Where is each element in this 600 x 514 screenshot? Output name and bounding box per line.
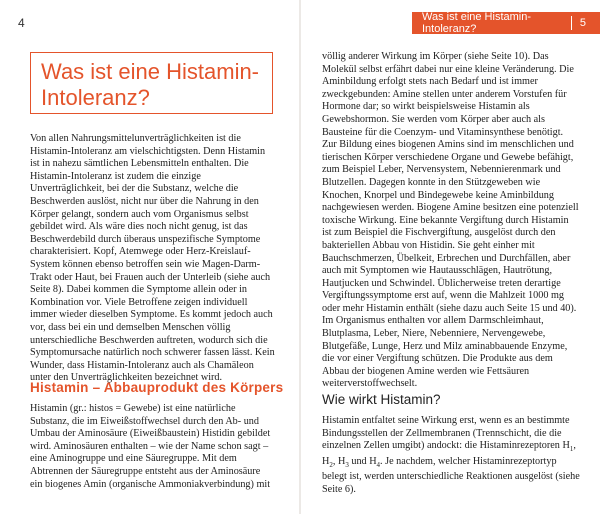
subscript-1: 1 xyxy=(569,445,574,454)
receptor-sep-3: und H xyxy=(348,455,377,467)
subsection-heading: Wie wirkt Histamin? xyxy=(322,392,441,407)
subscript-2: 2 xyxy=(329,460,333,469)
receptor-sep-1: , H xyxy=(322,440,576,467)
receptor-text-start: Histamin entfaltet seine Wirkung erst, wenn es an bestimmte Bindungsstellen der Zellmembranen (Trennschicht, die die einzelnen Zellen umgibt) andockt: die Histaminrezeptoren H xyxy=(322,415,570,452)
subsection-paragraph xyxy=(322,415,580,497)
header-divider xyxy=(571,16,572,30)
chapter-title: Was ist eine Histamin-Intoleranz? xyxy=(30,52,273,114)
running-header xyxy=(412,12,600,34)
receptor-text-end: . Je nachdem, welcher Histaminrezeptortyp belegt ist, werden unterschiedliche Reaktionen ausgelöst (siehe Seite 6). xyxy=(322,455,580,496)
intro-paragraph: Von allen Nahrungsmittelunverträglichkeiten ist die Histamin-Intoleranz am vielschichtigsten. Denn Histamin ist in nahezu sämtlichen Lebensmitteln enthalten. Die Histamin-Intoleranz ist zudem die einzige Unverträglichkeit, bei der die Substanz, welche die Beschwerden auslöst, nicht nur über die Nahrung in den Körper gelangt, sondern auch vom Organismus selbst gebildet wird. Als wäre dies noch nicht genug, ist das Beschwerdebild durch überaus unspezifische Symptome charakterisiert. Kopf, Atemwege oder Herz-Kreislauf-System können ebenso betroffen sein wie Magen-Darm-Trakt oder Haut, bei Frauen auch der Unterleib (siehe auch Seite 8). Dabei kommen die Symptome allein oder in Kombination vor. Viele Betroffene zeigen individuell immer wieder dieselben Symptome. Es kommt jedoch auch vor, dass bei ein und demselben Menschen völlig unterschiedliche Beschwerden auftreten, wodurch sich die Symptomursache natürlich noch schwerer fassen lässt. Kein Wunder, dass Histamin-Intoleranz auch als Chamäleon unter den Unverträglichkeiten bezeichnet wird. xyxy=(30,133,275,384)
page-number-right: 5 xyxy=(579,17,586,29)
page-number-left: 4 xyxy=(18,16,25,30)
subscript-3: 3 xyxy=(345,460,349,469)
book-gutter xyxy=(299,0,301,514)
receptor-sep-2: , H xyxy=(332,455,346,467)
right-body-text: völlig anderer Wirkung im Körper (siehe Seite 10). Das Molekül selbst erfährt dabei nur eine kleine Veränderung. Die Aminbildung erfolgt stets nach Bedarf und ist immer zweckgebunden: Amine stellen unter anderem Vorstufen für Hormone dar; so wirkt beispielsweise Histamin als Gewebshormon. Sie werden vom Körper aber auch als Bausteine für die Coenzym- und Vitaminsynthese benötigt. Zur Bildung eines biogenen Amins sind im menschlichen und tierischen Körper verschiedene Organe und Gewebe befähigt, zum Beispiel Leber, Nervensystem, Nebennierenmark und Blutzellen. Dagegen konnte in den Stützgeweben wie Knochen, Knorpel und Bindegewebe keine Aminbildung nachgewiesen werden. Biogene Amine besitzen eine potenziell toxische Wirkung. Eine bekannte Vergiftung durch Histamin ist zum Beispiel die Fischvergiftung, ausgelöst durch den bakteriellen Abbau von Histidin. Sie geht einher mit Bauchschmerzen, Übelkeit, Erbrechen und Durchfällen, aber auch mit Symptomen wie Hautausschlägen, Hautrötung, Hautjucken und Schwindel. Üblicherweise treten derartige Vergiftungssymptome erst auf, wenn die Mahlzeit 1000 mg oder mehr Histamin enthält (siehe dazu auch Seite 15 und 40). Im Organismus enthalten vor allem Darmschleimhaut, Blutplasma, Leber, Niere, Nebenniere, Nervengewebe, Blutgefäße, Lunge, Herz und Milz aminabbauende Enzyme, die vor einer Vergiftung schützen. Die Produkte aus dem Abbau der biogenen Amine werden wie Fettsäuren weiterverstoffwechselt. xyxy=(322,51,579,390)
section-paragraph: Histamin (gr.: histos = Gewebe) ist eine natürliche Substanz, die im Eiweißstoffwechsel durch den Ab- und Umbau der Aminosäure (Eiweißbaustein) Histidin gebildet wird. Aminosäuren enthalten – wie der Name schon sagt – eine Aminogruppe und eine Säuregruppe. Mit dem Abtrennen der Säuregruppe entsteht aus der Aminosäure ein biogenes Amin (organische Ammoniakverbindung) mit xyxy=(30,403,271,490)
section-heading: Histamin – Abbauprodukt des Körpers xyxy=(30,380,284,395)
subscript-4: 4 xyxy=(376,460,381,469)
running-header-title: Was ist eine Histamin-Intoleranz? xyxy=(422,11,532,35)
